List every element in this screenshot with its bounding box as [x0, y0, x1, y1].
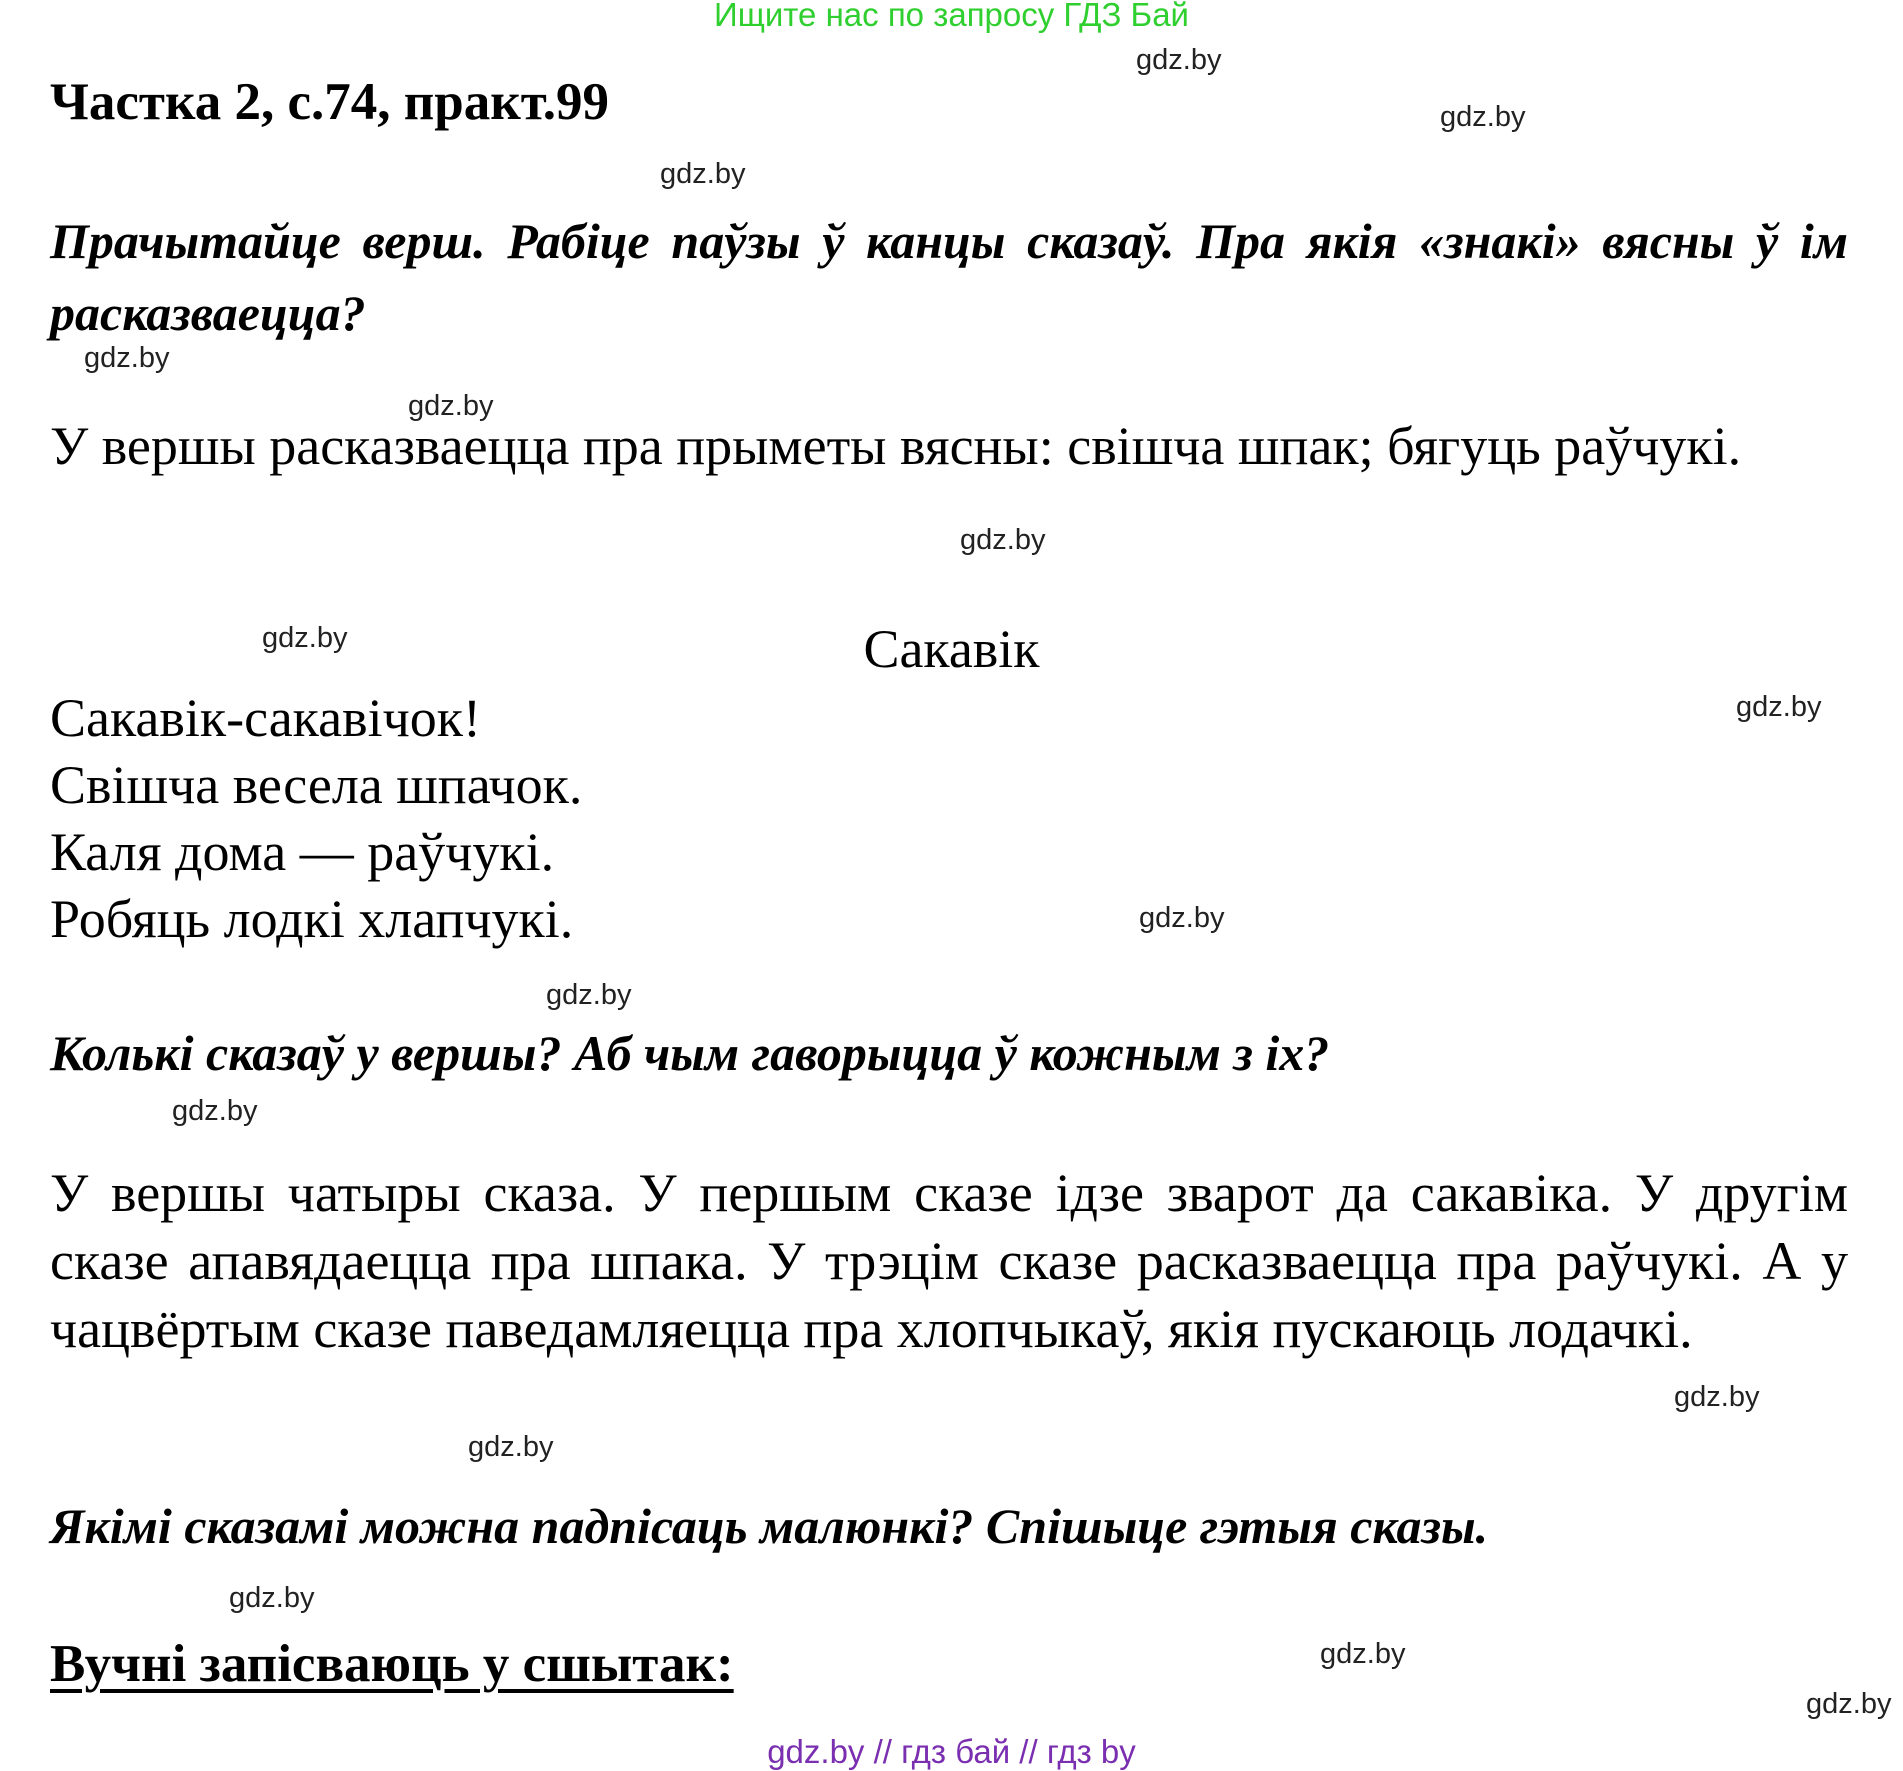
- poem-line: Сакавік-сакавічок!: [50, 688, 481, 748]
- watermark: gdz.by: [1320, 1638, 1406, 1670]
- watermark: gdz.by: [1139, 902, 1225, 934]
- watermark: gdz.by: [1806, 1688, 1892, 1720]
- watermark: gdz.by: [1136, 44, 1222, 76]
- page-title: Частка 2, с.74, практ.99: [50, 73, 610, 131]
- watermark: gdz.by: [960, 524, 1046, 556]
- watermark: gdz.by: [1674, 1381, 1760, 1413]
- footer-links: gdz.by // гдз бай // гдз by: [767, 1733, 1136, 1770]
- watermark: gdz.by: [546, 979, 632, 1011]
- task-3: Якімі сказамі можна падпісаць малюнкі? Спішыце гэтыя сказы.: [50, 1498, 1489, 1554]
- notebook-heading: Вучні запісваюць у сшытак:: [50, 1635, 734, 1693]
- poem-line: Каля дома — раўчукі.: [50, 822, 555, 882]
- watermark: gdz.by: [1440, 101, 1526, 133]
- poem-title: Сакавік: [863, 619, 1040, 679]
- task-2: Колькі сказаў у вершы? Аб чым гаворыцца ў кожным з іх?: [50, 1025, 1330, 1081]
- poem-line: Робяць лодкі хлапчукі.: [50, 889, 574, 949]
- watermark: gdz.by: [468, 1431, 554, 1463]
- watermark: gdz.by: [262, 622, 348, 654]
- watermark: gdz.by: [172, 1095, 258, 1127]
- answer-1: У вершы расказваецца пра прыметы вясны: свішча шпак; бягуць раўчукі.: [50, 416, 1742, 476]
- watermark: gdz.by: [229, 1582, 315, 1614]
- watermark: gdz.by: [1736, 691, 1822, 723]
- search-banner: Ищите нас по запросу ГДЗ Бай: [714, 0, 1189, 33]
- task-1: Прачытайце верш. Рабіце паўзы ў канцы сказаў. Пра якія «знакі» вясны ў ім расказваецца?: [50, 213, 1848, 341]
- watermark: gdz.by: [408, 390, 494, 422]
- poem-line: Свішча весела шпачок.: [50, 755, 583, 815]
- watermark: gdz.by: [660, 158, 746, 190]
- watermark: gdz.by: [84, 342, 170, 374]
- answer-2: У вершы чатыры сказа. У першым сказе ідзе зварот да сакавіка. У другім сказе апавядаецца пра шпака. У трэцім сказе расказваецца пра раўчукі. А у чацвёртым сказе паведамляецца пра хлопчыкаў, якія пускаюць лодачкі.: [50, 1163, 1848, 1359]
